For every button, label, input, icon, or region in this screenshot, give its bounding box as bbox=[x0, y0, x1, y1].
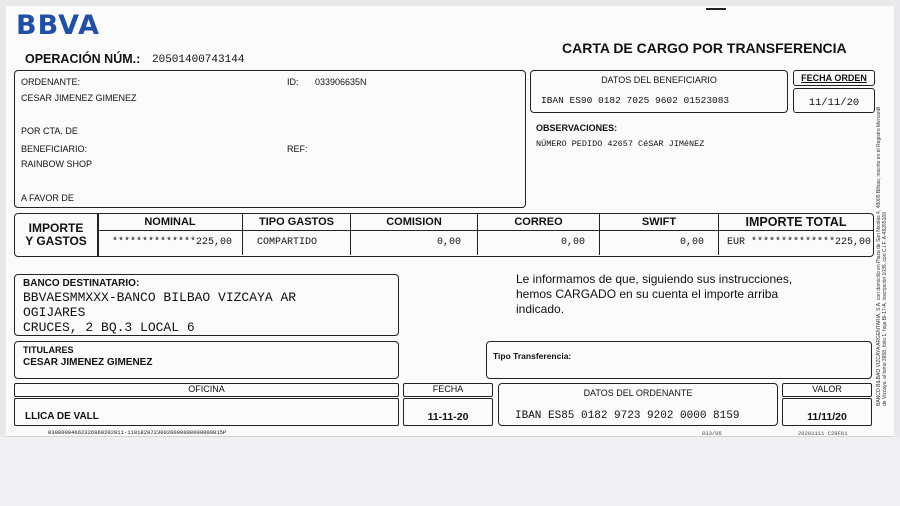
beneficiario-title: DATOS DEL BENEFICIARIO bbox=[601, 75, 717, 85]
valor-label: VALOR bbox=[812, 384, 842, 394]
observaciones-label: OBSERVACIONES: bbox=[536, 123, 618, 133]
fecha-orden-box bbox=[793, 88, 875, 113]
importe-label-line1: IMPORTE bbox=[28, 221, 84, 235]
banco-line2: OGIJARES bbox=[23, 305, 86, 320]
footer-code-mid: 033/05 bbox=[702, 430, 722, 437]
oficina-value: LLICA DE VALL bbox=[25, 411, 99, 422]
titulares-box bbox=[14, 341, 399, 379]
fecha-value: 11-11-20 bbox=[427, 411, 469, 423]
datos-ordenante-box bbox=[498, 383, 778, 426]
beneficiario-iban: IBAN ES90 0182 7025 9602 01523083 bbox=[541, 95, 730, 106]
beneficiario-box bbox=[530, 70, 788, 113]
ordenante-label: ORDENANTE: bbox=[21, 77, 81, 87]
message-line3: indicado. bbox=[516, 302, 565, 316]
side-legal-text: BANCO BILBAO VIZCAYA ARGENTARIA, S.A. con domicilio en Plaza de San Nicolás 4, 48005 Bilbao, inscrito en el Registro Mercantil de Vizcaya, al tomo 3858, folio 1, hoja BI-17-A, inscripción 1035, con C.I.F. A-48265169 bbox=[876, 106, 888, 406]
oficina-header bbox=[14, 383, 399, 397]
col-importe-total-header: IMPORTE TOTAL bbox=[745, 215, 847, 229]
oficina-label: OFICINA bbox=[188, 384, 225, 394]
importe-label bbox=[15, 222, 97, 248]
banco-destinatario-address bbox=[23, 290, 296, 335]
col-comision-header: COMISION bbox=[351, 214, 478, 231]
swift-value: 0,00 bbox=[600, 231, 719, 255]
fecha-header bbox=[403, 383, 493, 397]
banco-line3: CRUCES, 2 BQ.3 LOCAL 6 bbox=[23, 320, 195, 335]
doc-title: CARTA DE CARGO POR TRANSFERENCIA bbox=[562, 40, 847, 56]
footer-code-left: 03000004662326960202011-11018297230020000000000000815P bbox=[48, 429, 227, 436]
nominal-value: **************225,00 bbox=[98, 231, 243, 255]
correo-value: 0,00 bbox=[478, 231, 600, 255]
datos-ordenante-label: DATOS DEL ORDENANTE bbox=[583, 388, 693, 398]
fecha-orden-header bbox=[793, 70, 875, 86]
oficina-box bbox=[14, 398, 399, 426]
beneficiario-label: BENEFICIARIO: bbox=[21, 144, 88, 154]
id-label: ID: bbox=[287, 77, 299, 87]
operation-number: 20501400743144 bbox=[152, 54, 245, 66]
col-tipo-gastos-header: TIPO GASTOS bbox=[243, 214, 351, 231]
col-swift-header: SWIFT bbox=[600, 214, 719, 231]
background-area bbox=[0, 437, 900, 506]
ordenante-box bbox=[14, 70, 526, 208]
valor-header bbox=[782, 383, 872, 397]
tipo-transferencia-label: Tipo Transferencia: bbox=[493, 351, 572, 361]
banco-destinatario-label: BANCO DESTINATARIO: bbox=[23, 278, 140, 289]
observaciones-value: NÚMERO PEDIDO 42657 CéSAR JIMéNEZ bbox=[536, 139, 705, 149]
confirmation-message bbox=[516, 272, 792, 317]
ref-label: REF: bbox=[287, 144, 308, 154]
por-cta-label: POR CTA. DE bbox=[21, 126, 78, 136]
tipo-transferencia-box bbox=[486, 341, 872, 379]
comision-value: 0,00 bbox=[351, 231, 478, 255]
beneficiario-value: RAINBOW SHOP bbox=[21, 159, 93, 169]
a-favor-label: A FAVOR DE bbox=[21, 193, 74, 203]
top-mark bbox=[706, 8, 726, 10]
transfer-document bbox=[6, 6, 894, 437]
importe-total-value: EUR **************225,00 bbox=[727, 237, 872, 248]
operation-label: OPERACIÓN NÚM.: bbox=[25, 52, 141, 66]
valor-value: 11/11/20 bbox=[807, 411, 847, 423]
fecha-label: FECHA bbox=[432, 384, 464, 394]
banco-line1: BBVAESMMXXX-BANCO BILBAO VIZCAYA AR bbox=[23, 290, 297, 305]
message-line1: Le informamos de que, siguiendo sus instrucciones, bbox=[516, 272, 793, 286]
valor-box bbox=[782, 398, 872, 426]
tipo-gastos-value: COMPARTIDO bbox=[243, 231, 351, 255]
footer-code-right: 20201111 C29F61 bbox=[798, 430, 848, 437]
titulares-label: TITULARES bbox=[23, 345, 74, 355]
importe-label-line2: Y GASTOS bbox=[25, 234, 87, 248]
bbva-logo: BBVA bbox=[16, 10, 101, 41]
fecha-orden-value: 11/11/20 bbox=[808, 97, 860, 109]
col-correo-header: CORREO bbox=[478, 214, 600, 231]
ordenante-name: CESAR JIMENEZ GIMENEZ bbox=[21, 93, 137, 103]
message-line2: hemos CARGADO en su cuenta el importe arriba bbox=[516, 287, 779, 301]
importe-table bbox=[14, 213, 874, 257]
datos-ordenante-iban: IBAN ES85 0182 9723 9202 0000 8159 bbox=[515, 410, 740, 422]
titulares-value: CESAR JIMENEZ GIMENEZ bbox=[23, 357, 153, 368]
fecha-orden-label: FECHA ORDEN bbox=[801, 73, 867, 83]
id-value: 033906635N bbox=[315, 77, 367, 87]
fecha-box bbox=[403, 398, 493, 426]
banco-destinatario-box bbox=[14, 274, 399, 336]
col-nominal-header: NOMINAL bbox=[98, 214, 243, 231]
